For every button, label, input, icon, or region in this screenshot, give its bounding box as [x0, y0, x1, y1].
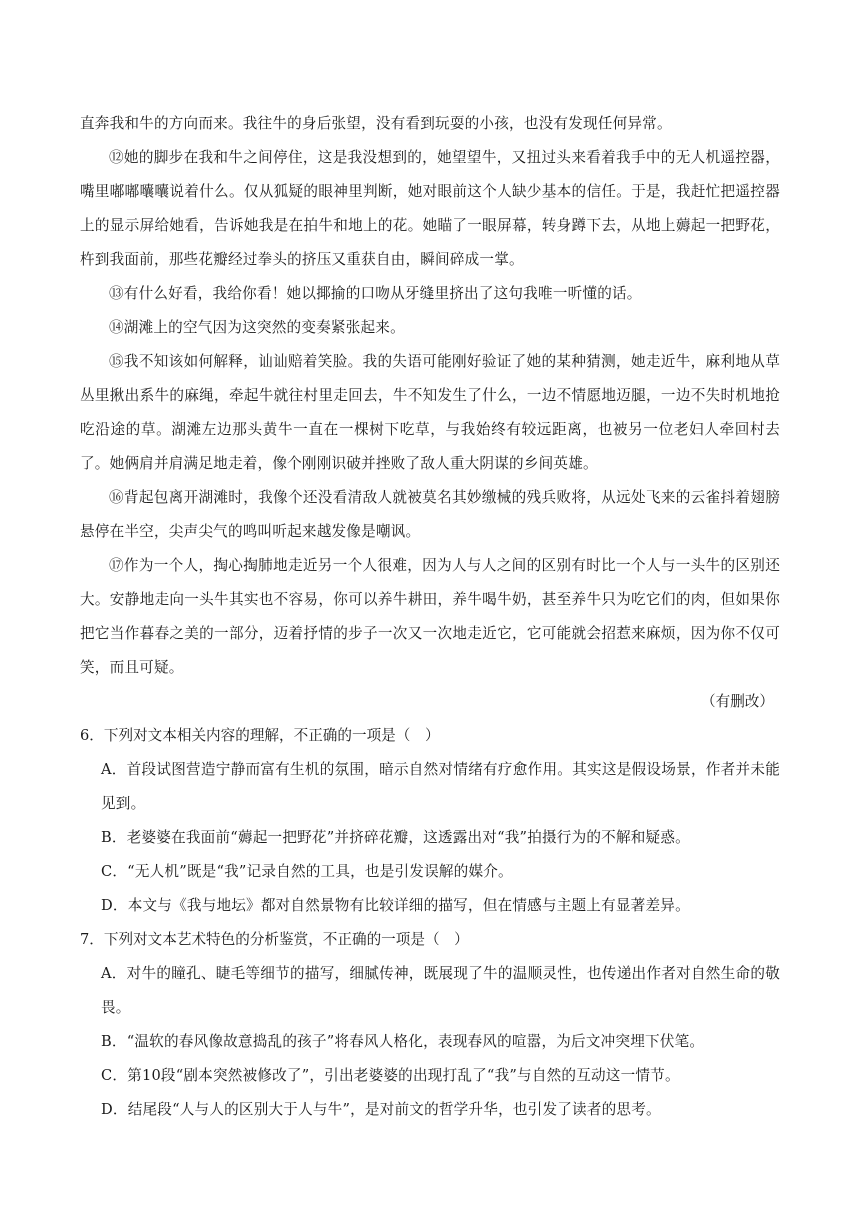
passage-paragraph: ⑰作为一个人，掏心掏肺地走近另一个人很难，因为人与人之间的区别有时比一个人与一头牛的区别还大。安静地走向一头牛其实也不容易，你可以养牛耕田，养牛喝牛奶，甚至养牛只为吃它们的肉，但如果你把它当作暮春之美的一部分，迈着抒情的步子一次又一次地走近它，它可能就会招惹来麻烦，因为你不仅可笑，而且可疑。 [80, 557, 780, 676]
passage [80, 107, 780, 719]
passage-paragraph: ⑯背起包离开湖滩时，我像个还没看清敌人就被莫名其妙缴械的残兵败将，从远处飞来的云雀抖着翅膀悬停在半空，尖声尖气的鸣叫听起来越发像是嘲讽。 [80, 489, 780, 540]
passage-paragraph: ⑬有什么好看，我给你看！她以揶揄的口吻从牙缝里挤出了这句我唯一听懂的话。 [109, 285, 642, 302]
passage-paragraph: ⑭湖滩上的空气因为这突然的变奏紧张起来。 [109, 319, 405, 336]
passage-paragraph: 直奔我和牛的方向而来。我往牛的身后张望，没有看到玩耍的小孩，也没有发现任何异常。 [80, 115, 672, 132]
question-option-d: D．结尾段“人与人的区别大于人与牛”，是对前文的哲学升华，也引发了读者的思考。 [101, 1101, 661, 1118]
question-stem: 6．下列对文本相关内容的理解，不正确的一项是（ ） [80, 727, 440, 744]
question-option-d: D．本文与《我与地坛》都对自然景物有比较详细的描写，但在情感与主题上有显著差异。 [101, 897, 690, 914]
question-option-c: C．“无人机”既是“我”记录自然的工具，也是引发误解的媒介。 [101, 863, 513, 880]
question-option-b: B．老婆婆在我面前“薅起一把野花”并挤碎花瓣，这透露出对“我”拍摄行为的不解和疑惑。 [101, 829, 690, 846]
question-option-c: C．第10段“剧本突然被修改了”，引出老婆婆的出现打乱了“我”与自然的互动这一情节。 [101, 1067, 680, 1084]
question-option-a: A．对牛的瞳孔、睫毛等细节的描写，细腻传神，既展现了牛的温顺灵性，也传递出作者对自然生命的敬畏。 [101, 965, 780, 1016]
question-option-b: B．“温软的春风像故意捣乱的孩子”将春风人格化，表现春风的喧嚣，为后文冲突埋下伏笔。 [101, 1033, 705, 1050]
question-6 [80, 719, 780, 923]
passage-paragraph: ⑮我不知该如何解释，讪讪赔着笑脸。我的失语可能刚好验证了她的某种猜测，她走近牛，麻利地从草丛里揪出系牛的麻绳，牵起牛就往村里走回去，牛不知发生了什么，一边不情愿地迈腿，一边不失时机地抢吃沿途的草。湖滩左边那头黄牛一直在一棵树下吃草，与我始终有较远距离，也被另一位老妇人牵回村去了。她俩肩并肩满足地走着，像个刚刚识破并挫败了敌人重大阴谋的乡间英雄。 [80, 353, 780, 472]
passage-paragraph: ⑫她的脚步在我和牛之间停住，这是我没想到的，她望望牛，又扭过头来看着我手中的无人机遥控器，嘴里嘟嘟囔囔说着什么。仅从狐疑的眼神里判断，她对眼前这个人缺少基本的信任。于是，我赶忙把遥控器上的显示屏给她看，告诉她我是在拍牛和地上的花。她瞄了一眼屏幕，转身蹲下去，从地上薅起一把野花，杵到我面前，那些花瓣经过拳头的挤压又重获自由，瞬间碎成一掌。 [80, 149, 780, 268]
question-7 [80, 923, 780, 1127]
source-note: （有删改） [701, 693, 774, 710]
question-stem: 7．下列对文本艺术特色的分析鉴赏，不正确的一项是（ ） [80, 931, 469, 948]
question-option-a: A．首段试图营造宁静而富有生机的氛围，暗示自然对情绪有疗愈作用。其实这是假设场景，作者并未能见到。 [101, 761, 780, 812]
